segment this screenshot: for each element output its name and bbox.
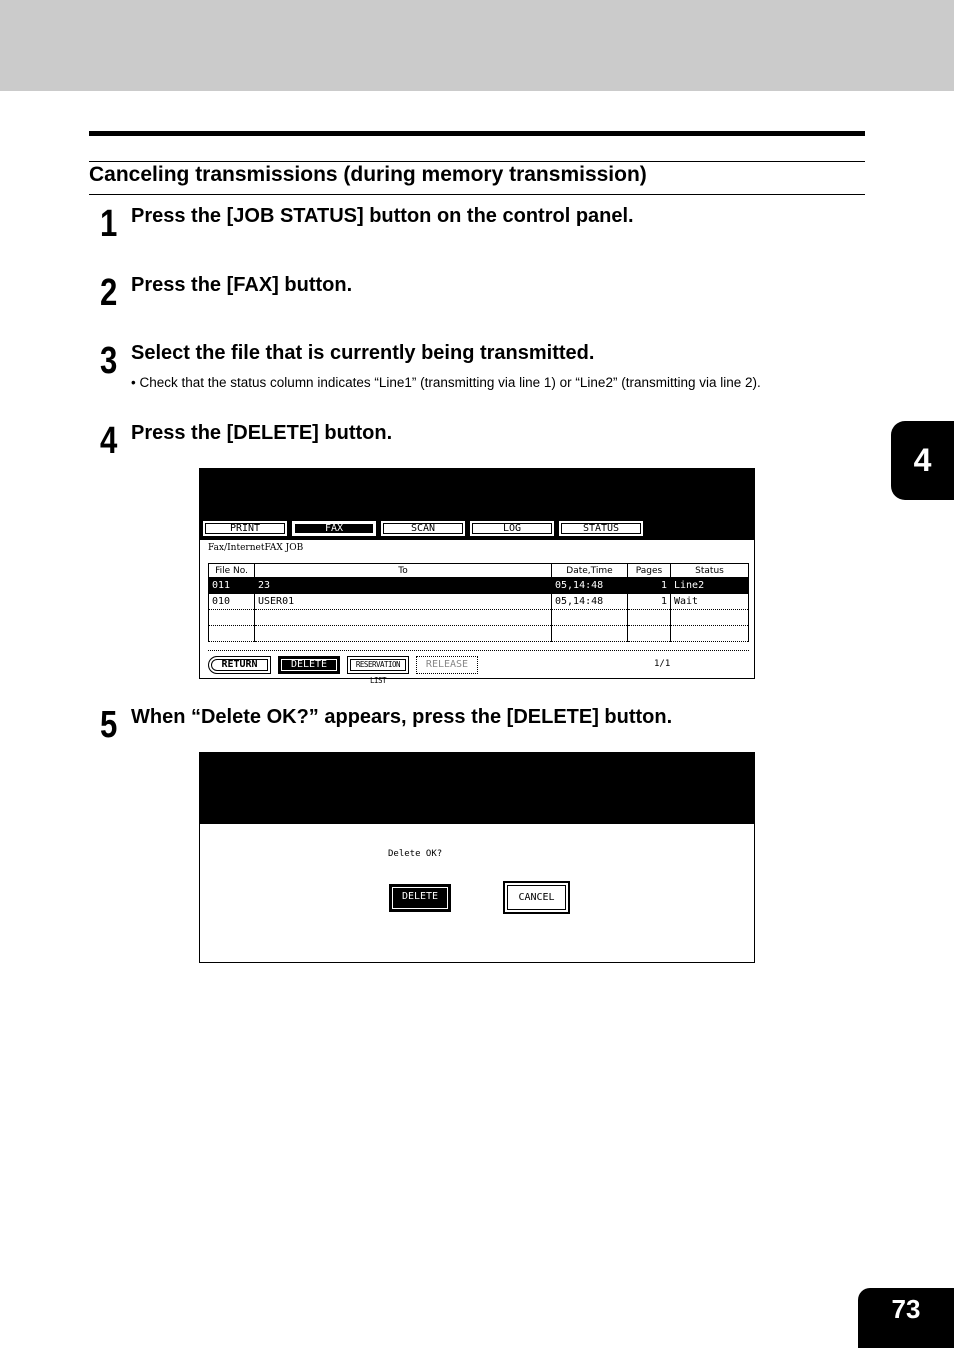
- step-4-number: 4: [100, 420, 118, 462]
- step-2-number: 2: [100, 272, 118, 314]
- col-status: Status: [671, 564, 749, 578]
- section-title: Canceling transmissions (during memory transmission): [89, 163, 647, 186]
- release-button[interactable]: RELEASE: [416, 656, 478, 674]
- page-number: 73: [858, 1288, 954, 1348]
- col-to: To: [255, 564, 552, 578]
- reservation-list-button[interactable]: RESERVATION LIST: [347, 656, 409, 674]
- tab-print[interactable]: PRINT: [203, 521, 287, 536]
- section-rule-thick: [89, 131, 865, 136]
- cell-datetime: 05,14:48: [552, 578, 628, 594]
- screen-tabs: [203, 521, 643, 539]
- cell-status: Wait: [671, 594, 749, 610]
- screen-subtitle: Fax/InternetFAX JOB: [208, 543, 304, 553]
- step-1-number: 1: [100, 203, 118, 245]
- cell-datetime: 05,14:48: [552, 594, 628, 610]
- tab-status[interactable]: STATUS: [559, 521, 643, 536]
- cancel-button[interactable]: CANCEL: [503, 881, 570, 914]
- step-4-text: Press the [DELETE] button.: [131, 422, 393, 444]
- table-row[interactable]: [209, 594, 749, 610]
- table-row-empty: [209, 610, 749, 626]
- delete-button[interactable]: DELETE: [278, 656, 340, 674]
- table-row-empty: [209, 626, 749, 642]
- confirm-prompt: Delete OK?: [388, 849, 443, 859]
- header-band: [0, 0, 954, 91]
- step-3-note: • Check that the status column indicates “Line1” (transmitting via line 1) or “Line2” (transmitting via line 2).: [131, 375, 761, 390]
- col-date-time: Date,Time: [552, 564, 628, 578]
- tab-log[interactable]: LOG: [470, 521, 554, 536]
- job-table: [208, 563, 749, 642]
- chapter-tab: 4: [891, 421, 954, 500]
- cell-to: USER01: [255, 594, 552, 610]
- job-status-screen: [199, 468, 755, 685]
- screen-header: [200, 753, 754, 824]
- col-pages: Pages: [628, 564, 671, 578]
- section-rule-bottom: [89, 194, 865, 195]
- return-button[interactable]: RETURN: [208, 656, 271, 674]
- table-header: [209, 564, 749, 578]
- cell-to: 23: [255, 578, 552, 594]
- cell-pages: 1: [628, 594, 671, 610]
- step-5-number: 5: [100, 704, 118, 746]
- cell-file: 011: [209, 578, 255, 594]
- confirm-delete-button[interactable]: DELETE: [389, 884, 451, 912]
- tab-fax[interactable]: FAX: [292, 521, 376, 536]
- step-2-text: Press the [FAX] button.: [131, 274, 353, 296]
- cell-file: 010: [209, 594, 255, 610]
- cell-status: Line2: [671, 578, 749, 594]
- divider: [208, 650, 749, 651]
- section-rule-top: [89, 161, 865, 162]
- col-file-no: File No.: [209, 564, 255, 578]
- page-indicator: 1/1: [654, 659, 671, 669]
- step-1-text: Press the [JOB STATUS] button on the control panel.: [131, 205, 634, 227]
- table-row-selected[interactable]: [209, 578, 749, 594]
- step-5-text: When “Delete OK?” appears, press the [DELETE] button.: [131, 706, 673, 728]
- cell-pages: 1: [628, 578, 671, 594]
- delete-confirm-screen: [199, 752, 755, 963]
- step-3-text: Select the file that is currently being transmitted.: [131, 342, 595, 364]
- step-3-number: 3: [100, 340, 118, 382]
- tab-scan[interactable]: SCAN: [381, 521, 465, 536]
